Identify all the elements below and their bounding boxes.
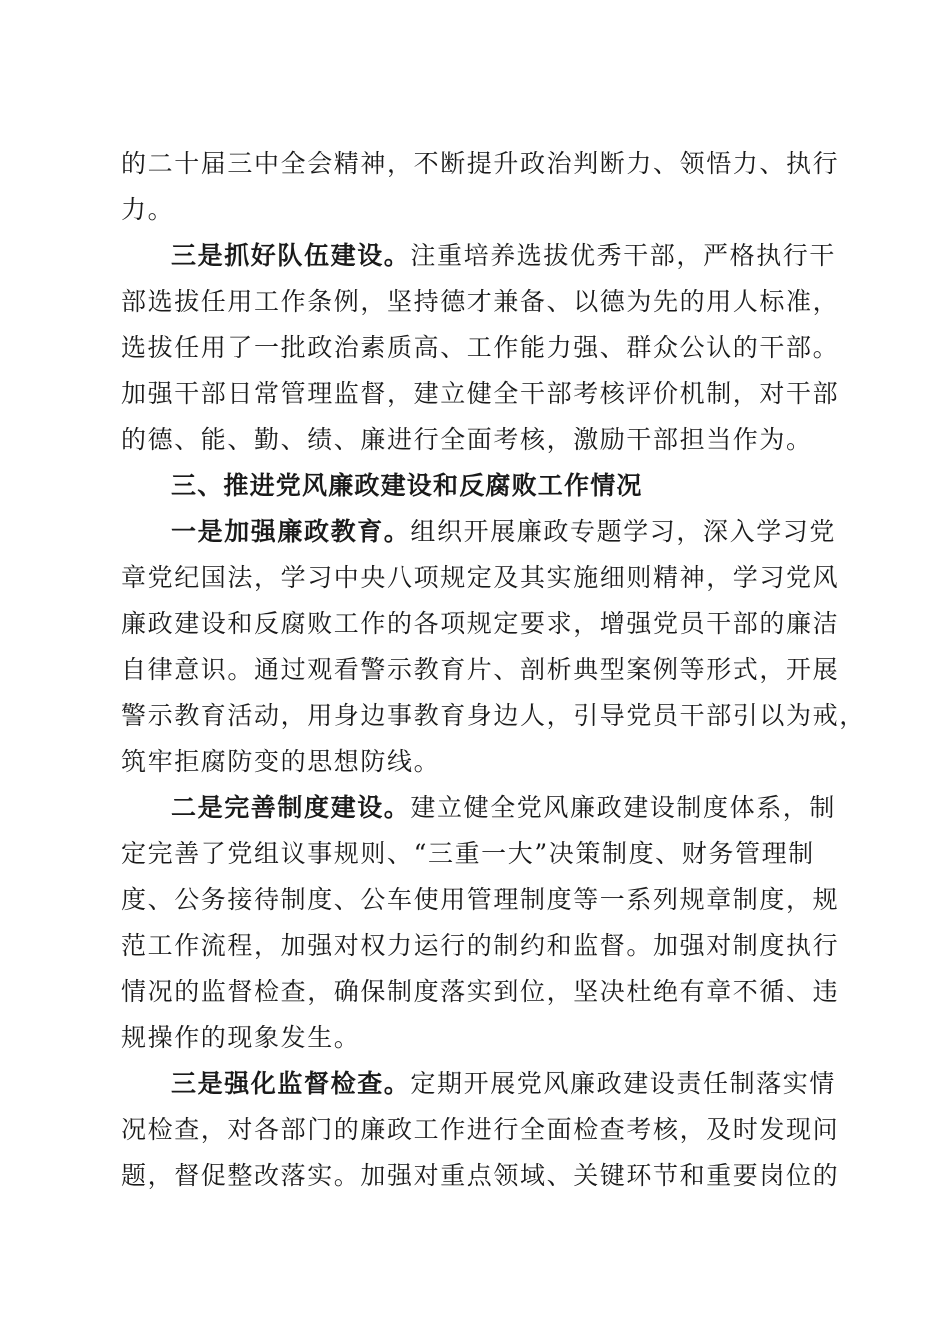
- text-line: 的德、能、勤、绩、廉进行全面考核，激励干部担当作为。: [121, 425, 813, 454]
- text-line: 选拔任用了一批政治素质高、工作能力强、群众公认的干部。: [121, 333, 840, 362]
- text-line: 况检查，对各部门的廉政工作进行全面检查考核，及时发现问: [121, 1115, 840, 1144]
- text-line: 警示教育活动，用身边事教育身边人，引导党员干部引以为戒，: [121, 701, 866, 730]
- text-line: 的二十届三中全会精神，不断提升政治判断力、领悟力、执行: [121, 149, 840, 178]
- paragraph-lead: 一是加强廉政教育。: [171, 517, 411, 546]
- paragraph-text: 组织开展廉政专题学习，深入学习党: [410, 517, 837, 546]
- paragraph-text: 注重培养选拔优秀干部，严格执行干: [410, 241, 837, 270]
- paragraph-lead: 三是抓好队伍建设。: [171, 241, 411, 270]
- text-line: 度、公务接待制度、公车使用管理制度等一系列规章制度，规: [121, 885, 840, 914]
- paragraph-first-line: [0, 1061, 950, 1107]
- paragraph-first-line: [0, 509, 950, 555]
- text-line: 章党纪国法，学习中央八项规定及其实施细则精神，学习党风: [121, 563, 840, 592]
- text-line: 力。: [121, 195, 175, 224]
- section-heading: 三、推进党风廉政建设和反腐败工作情况: [171, 471, 643, 500]
- paragraph-text: 定期开展党风廉政建设责任制落实情: [410, 1069, 837, 1098]
- paragraph-lead: 二是完善制度建设。: [171, 793, 411, 822]
- text-line: 范工作流程，加强对权力运行的制约和监督。加强对制度执行: [121, 931, 840, 960]
- text-line: 定完善了党组议事规则、“三重一大”决策制度、财务管理制: [121, 839, 815, 868]
- text-line: 部选拔任用工作条例，坚持德才兼备、以德为先的用人标准，: [121, 287, 840, 316]
- paragraph-first-line: [0, 233, 950, 279]
- text-line: 情况的监督检查，确保制度落实到位，坚决杜绝有章不循、违: [121, 977, 840, 1006]
- text-line: 筑牢拒腐防变的思想防线。: [121, 747, 441, 776]
- text-line: 加强干部日常管理监督，建立健全干部考核评价机制，对干部: [121, 379, 840, 408]
- text-line: 自律意识。通过观看警示教育片、剖析典型案例等形式，开展: [121, 655, 840, 684]
- text-line: 廉政建设和反腐败工作的各项规定要求，增强党员干部的廉洁: [121, 609, 840, 638]
- text-line: 题，督促整改落实。加强对重点领域、关键环节和重要岗位的: [121, 1161, 840, 1190]
- paragraph-text: 建立健全党风廉政建设制度体系，制: [410, 793, 837, 822]
- text-line: 规操作的现象发生。: [121, 1023, 361, 1052]
- paragraph-lead: 三是强化监督检查。: [171, 1069, 411, 1098]
- paragraph-first-line: [0, 785, 950, 831]
